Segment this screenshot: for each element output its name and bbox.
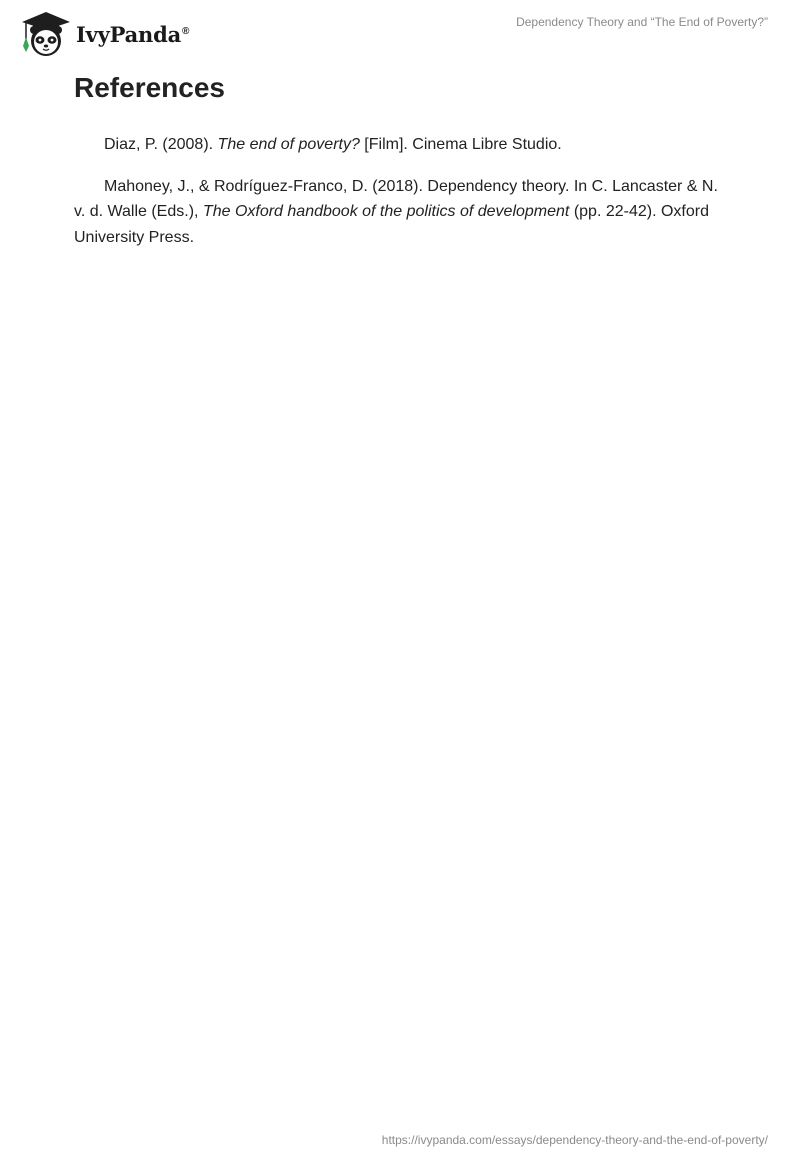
- reference-title: The end of poverty?: [217, 136, 360, 153]
- brand-name: IvyPanda®: [76, 21, 190, 47]
- reference-list: [74, 132, 726, 266]
- reference-text: Mahoney, J., & Rodríguez-Franco, D. (2018). Dependency theory. In C. Lancaster & N. v. d. Walle (Eds.),: [74, 177, 718, 220]
- reference-text: [Film]. Cinema Libre Studio.: [359, 136, 562, 153]
- reference-text: Diaz, P. (2008).: [104, 136, 218, 153]
- panda-graduate-icon: [16, 8, 74, 58]
- page-title: References: [74, 72, 225, 103]
- source-url[interactable]: https://ivypanda.com/essays/dependency-theory-and-the-end-of-poverty/: [381, 1133, 768, 1147]
- running-header: Dependency Theory and “The End of Poverty?”: [516, 15, 768, 29]
- reference-entry: [74, 132, 726, 158]
- registered-mark: ®: [182, 25, 190, 37]
- reference-title: The Oxford handbook of the politics of development: [202, 203, 570, 220]
- reference-text: (pp. 22-42). Oxford University Press.: [74, 203, 709, 246]
- reference-entry: [74, 174, 726, 251]
- ivypanda-logo[interactable]: [16, 8, 189, 58]
